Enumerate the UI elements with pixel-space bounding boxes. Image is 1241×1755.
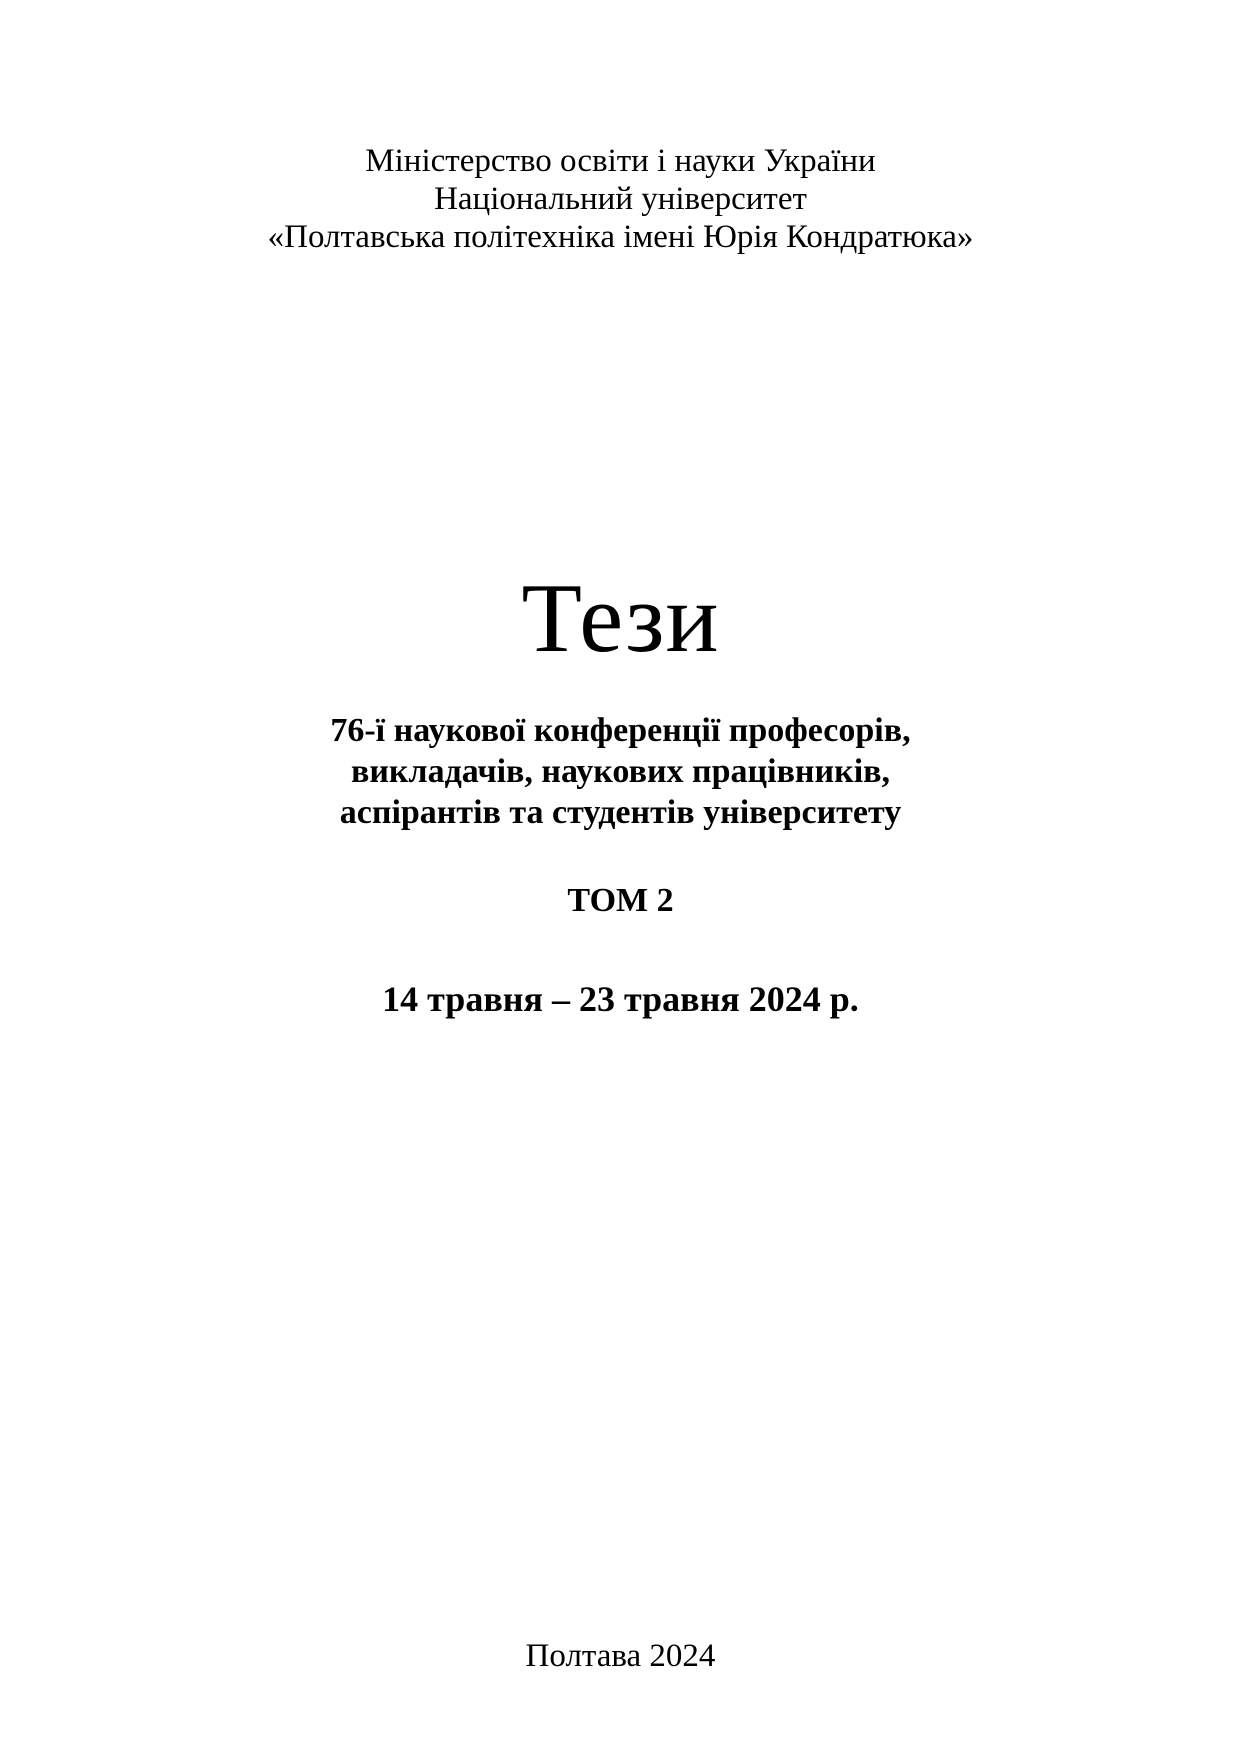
subtitle-line-1: 76-ї наукової конференції професорів, — [330, 712, 911, 749]
document-title: Тези — [521, 564, 720, 673]
ministry-line: Міністерство освіти і науки України — [365, 143, 876, 179]
subtitle-block — [0, 710, 1241, 833]
volume-label: ТОМ 2 — [567, 882, 674, 919]
header-block — [0, 0, 1241, 256]
footer-place-year: Полтава 2024 — [525, 1638, 716, 1674]
date-range: 14 травня – 23 травня 2024 р. — [382, 979, 859, 1019]
university-line: Національний університет — [434, 181, 807, 217]
subtitle-line-3: аспірантів та студентів університету — [339, 794, 902, 831]
university-name-line: «Полтавська політехніка імені Юрія Кондратюка» — [267, 219, 974, 255]
subtitle-line-2: викладачів, наукових працівників, — [350, 753, 891, 790]
